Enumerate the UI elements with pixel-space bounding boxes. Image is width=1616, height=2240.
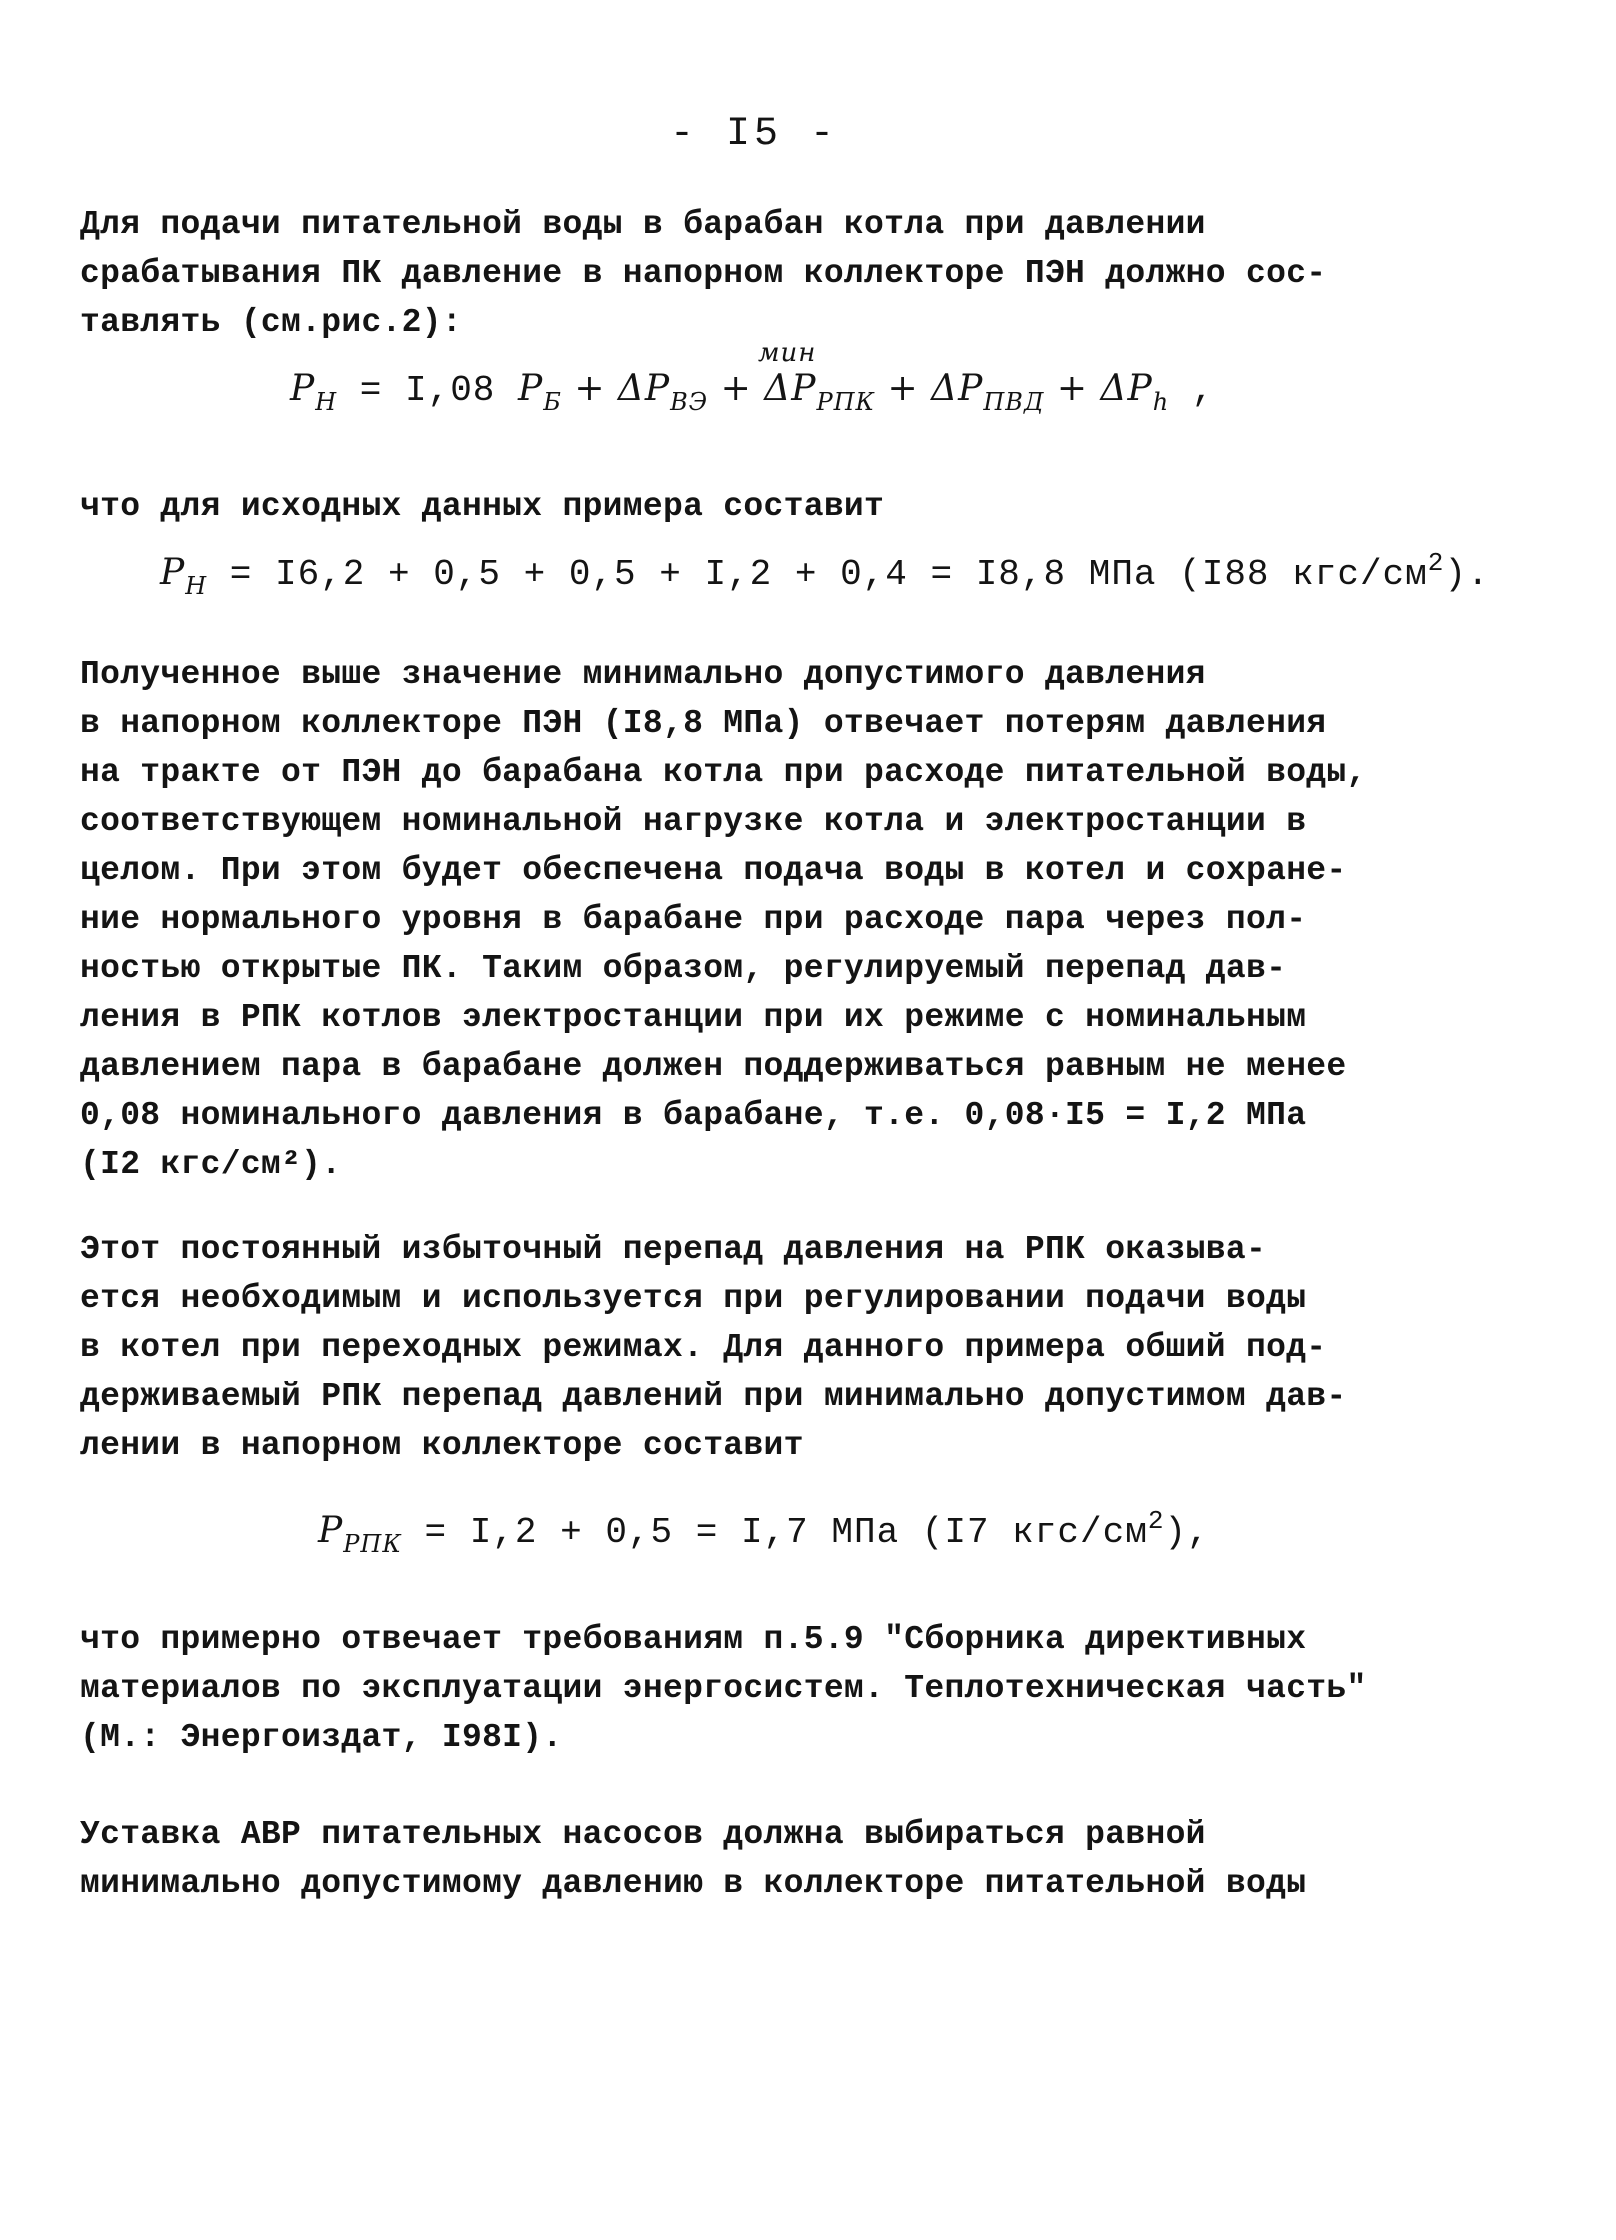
formula-text: = I,2 + 0,5 = I,7 МПа (I7 кгс/см xyxy=(401,1512,1148,1553)
formula-subscript: РПК xyxy=(816,388,876,416)
formula-term: + ΔP xyxy=(875,368,984,409)
paragraph-intro: Для подачи питательной воды в барабан котла при давлении срабатывания ПК давление в напорном коллекторе ПЭН должно сос- тавлять (см.рис.2): xyxy=(80,206,1327,341)
formula-subscript: ПВД xyxy=(983,388,1045,416)
paragraph-reference: что примерно отвечает требованиям п.5.9 "Сборника директивных материалов по эксплуатации энергосистем. Теплотехническая часть" (М.: Энергоиздат, I98I). xyxy=(80,1621,1367,1756)
formula-text: = I,08 xyxy=(337,370,518,411)
paragraph-excess-drop: Этот постоянный избыточный перепад давления на РПК оказыва- ется необходимым и используется при регулировании подачи воды в котел при переходных режимах. Для данного примера обший под- держиваемый РПК перепад давлений при минимально допустимом дав- лении в напорном коллекторе составит xyxy=(80,1231,1347,1464)
formula-term: P xyxy=(318,1510,344,1551)
formula-superscript: 2 xyxy=(1427,548,1445,578)
formula-text: ). xyxy=(1444,554,1490,595)
paragraph-avr-setting: Уставка АВР питательных насосов должна выбираться равной минимально допустимому давлению в коллекторе питательной воды xyxy=(80,1816,1307,1902)
formula-subscript: Н xyxy=(315,388,338,416)
formula-term: + ΔP xyxy=(708,368,817,409)
formula-term: + ΔP xyxy=(1044,368,1153,409)
formula-term: P xyxy=(518,368,544,409)
formula-text: = I6,2 + 0,5 + 0,5 + I,2 + 0,4 = I8,8 МПа (I88 кгс/см xyxy=(207,554,1428,595)
formula-subscript: РПК xyxy=(343,1530,402,1558)
formula-term: P xyxy=(290,368,316,409)
formula-text: , xyxy=(1169,370,1215,411)
formula-term: P xyxy=(160,552,186,593)
paragraph-example-intro: что для исходных данных примера составит xyxy=(80,488,885,525)
formula-superscript: мин xyxy=(758,338,817,368)
formula-subscript: h xyxy=(1152,388,1170,416)
formula-subscript: Б xyxy=(543,388,562,416)
formula-superscript: 2 xyxy=(1147,1506,1165,1536)
formula-text: ), xyxy=(1164,1512,1210,1553)
formula-rpk-drop xyxy=(318,1506,1210,1558)
formula-subscript: ВЭ xyxy=(670,388,709,416)
formula-term: + ΔP xyxy=(561,368,671,409)
formula-subscript: Н xyxy=(185,572,208,600)
paragraph-minimum-pressure: Полученное выше значение минимально допустимого давления в напорном коллекторе ПЭН (I8,8 МПа) отвечает потерям давления на тракте от ПЭН до барабана котла при расходе питательной воды, соответствующем номинальной нагрузке котла и электростанции в целом. При этом будет обеспечена подача воды в котел и сохране- ние нормального уровня в барабане при расходе пара через пол- ностью открытые ПК. Таким образом, регулируемый перепад дав- ления в РПК котлов электростанции при их режиме с номинальным давлением пара в барабане должен поддерживаться равным не менее 0,08 номинального давления в барабане, т.е. 0,08·I5 = I,2 МПа (I2 кгс/см²). xyxy=(80,656,1367,1183)
formula-pressure-general xyxy=(290,338,1215,416)
page-number: - I5 - xyxy=(670,112,839,157)
formula-pressure-example xyxy=(160,548,1490,600)
